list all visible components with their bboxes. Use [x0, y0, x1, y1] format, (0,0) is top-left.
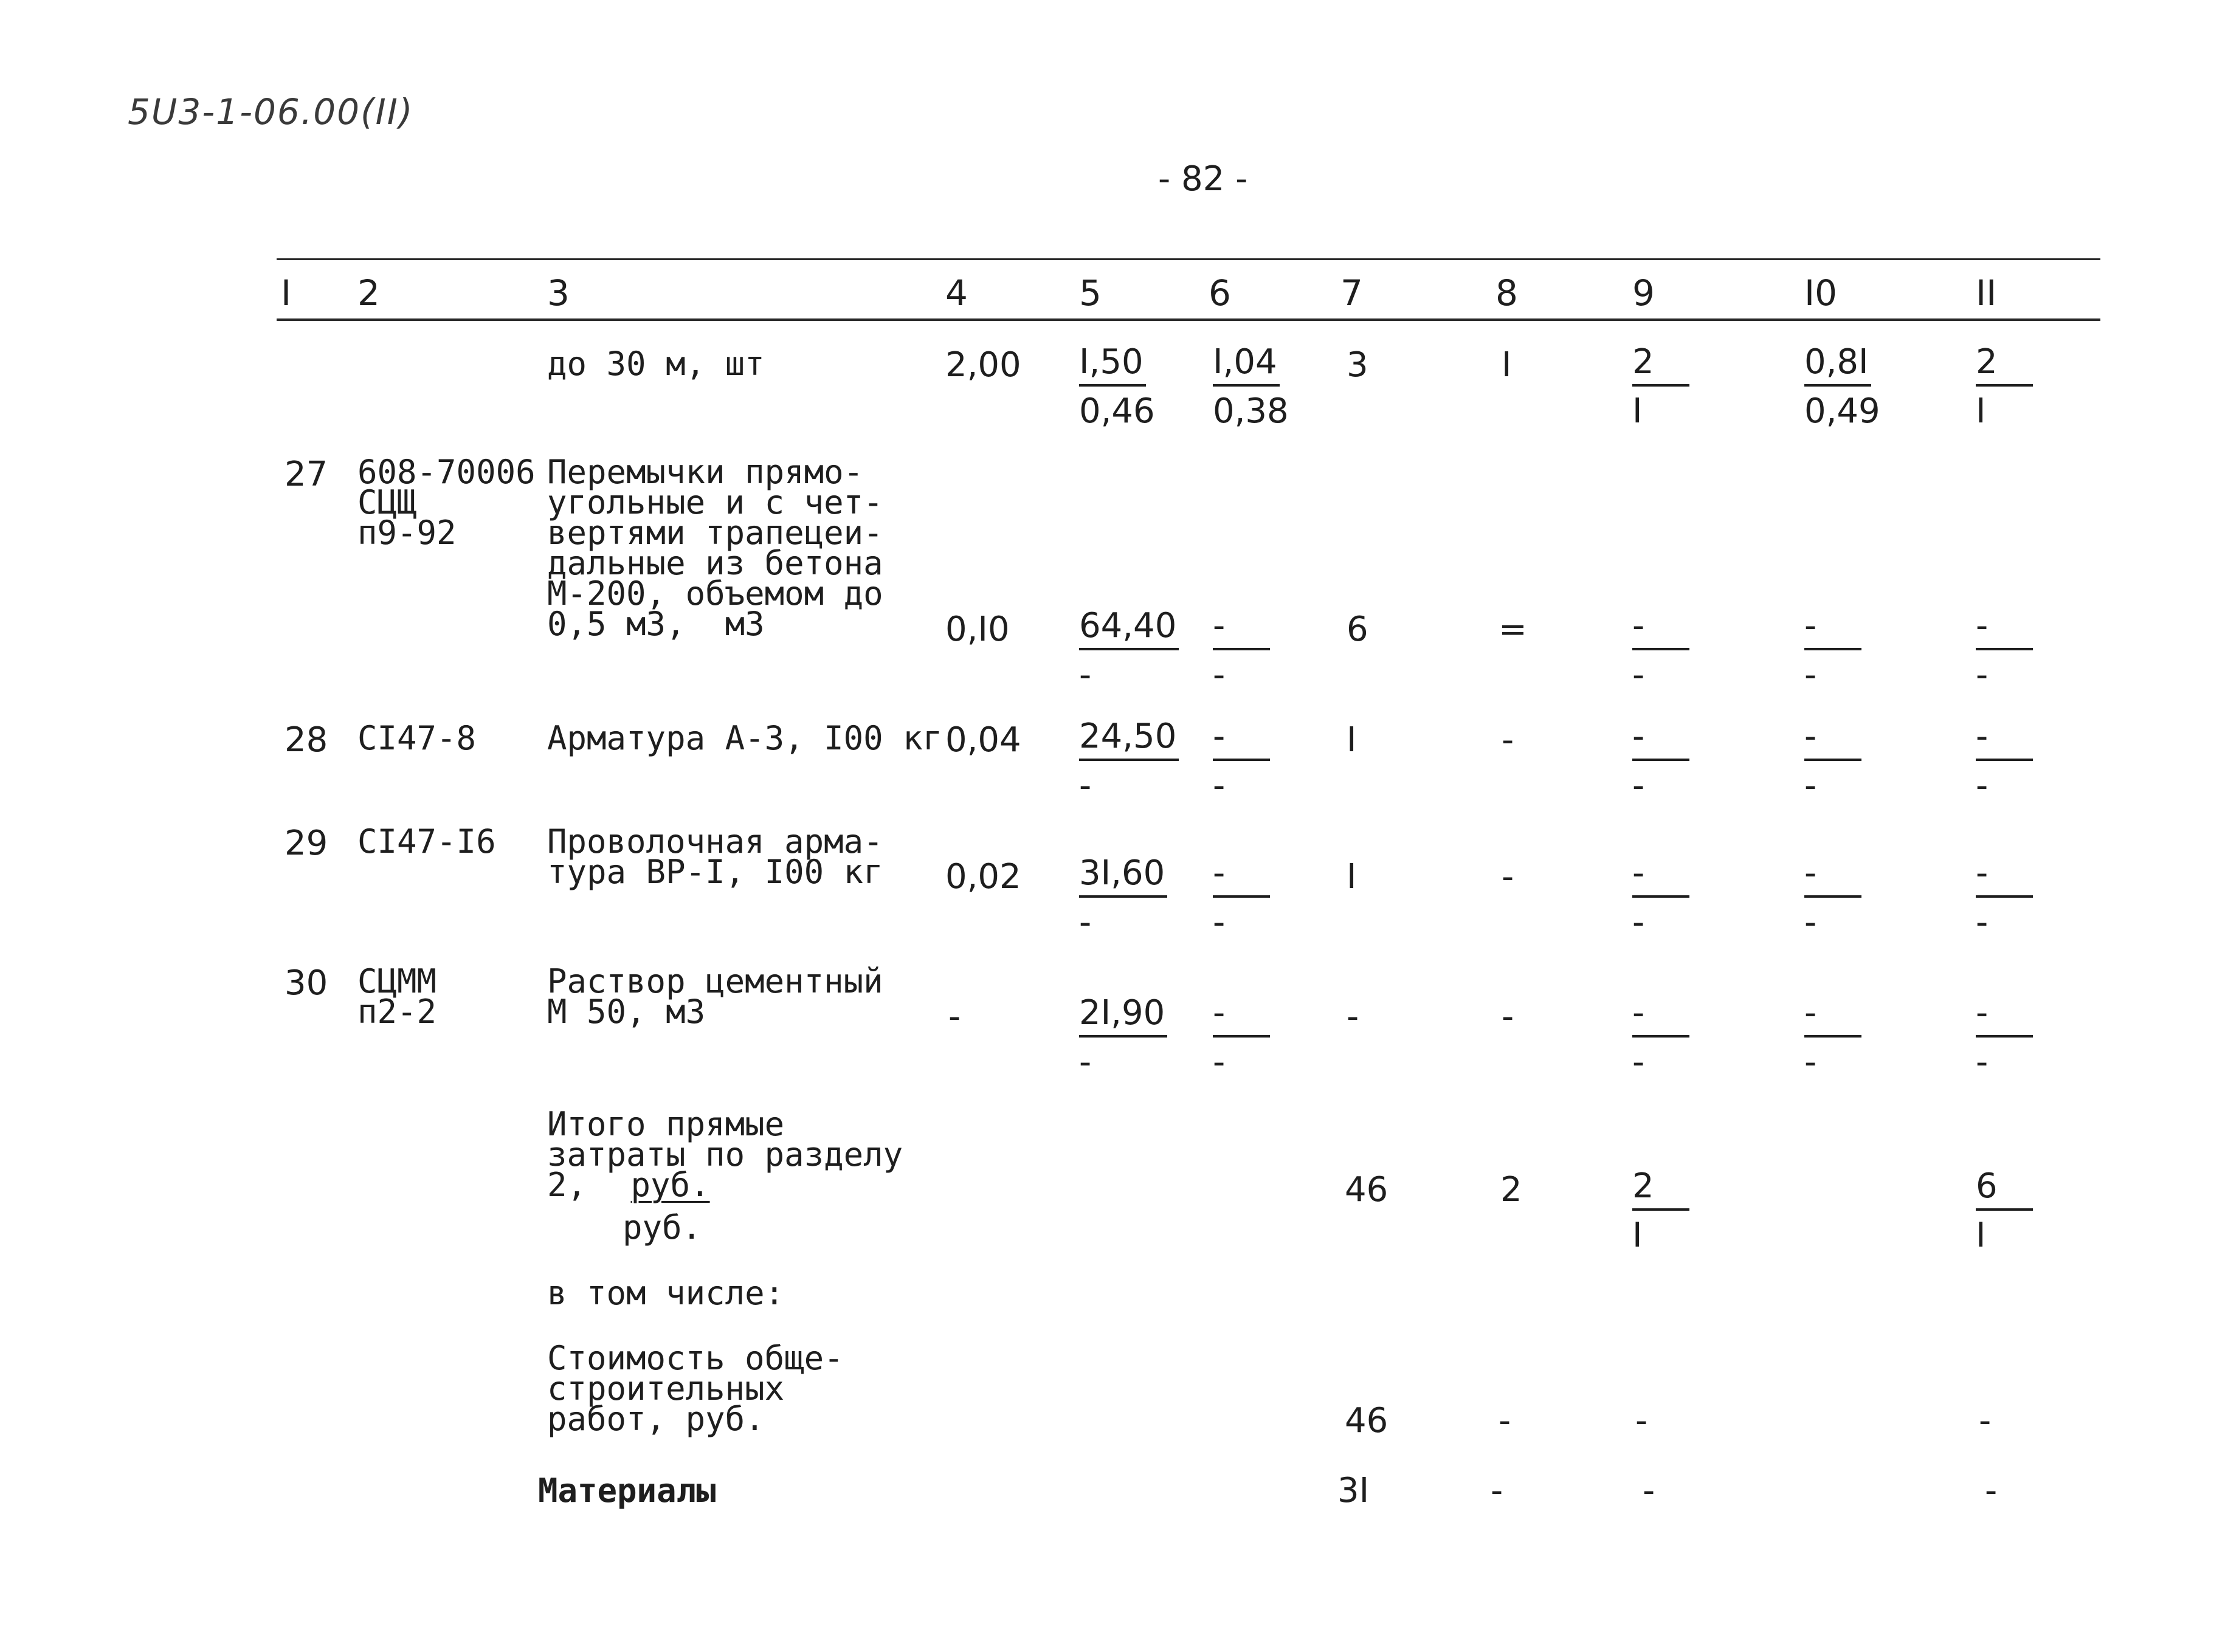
fraction-denominator: -	[1976, 655, 1989, 695]
materials-label: Материалы	[538, 1471, 716, 1510]
row-number: 30	[285, 963, 328, 1003]
fraction-numerator: -	[1976, 608, 2033, 650]
total-label-line: Итого прямые	[547, 1105, 785, 1143]
document-code: 5U3-1-06.00(II)	[128, 91, 414, 133]
fraction-denominator: -	[1079, 655, 1092, 695]
general-works-label: Стоимость обще- строительных работ, руб.	[547, 1339, 844, 1438]
materials-c8: -	[1491, 1471, 1503, 1510]
fraction-numerator: -	[1632, 718, 1689, 761]
fraction-cell	[1213, 608, 1270, 697]
fraction-numerator: -	[1213, 608, 1270, 650]
fraction-numerator: I,50	[1079, 344, 1146, 387]
column-header: I0	[1804, 272, 1838, 314]
fraction-numerator: -	[1804, 855, 1861, 898]
column-header: 6	[1209, 272, 1231, 314]
row-number: 27	[285, 455, 328, 494]
general-works-c8: -	[1499, 1401, 1511, 1440]
fraction-cell	[1976, 718, 2033, 807]
fraction-cell	[1079, 855, 1167, 944]
fraction-numerator: -	[1804, 608, 1861, 650]
fraction-numerator: 2	[1632, 344, 1689, 387]
fraction-denominator: -	[1632, 766, 1645, 805]
fraction-cell	[1079, 344, 1155, 433]
fraction-denominator: -	[1079, 1042, 1092, 1082]
fraction-cell	[1804, 718, 1861, 807]
fraction-cell	[1976, 608, 2033, 697]
fraction-numerator: -	[1976, 855, 2033, 898]
fraction-cell	[1632, 608, 1689, 697]
general-works-c7: 46	[1345, 1401, 1388, 1440]
fraction-denominator: -	[1079, 903, 1092, 942]
fraction-cell	[1213, 855, 1270, 944]
fraction-denominator: -	[1079, 766, 1092, 805]
fraction-cell	[1976, 344, 2033, 433]
fraction-numerator: 2I,90	[1079, 995, 1167, 1038]
fraction-cell	[1213, 995, 1270, 1084]
fraction-denominator: 0,49	[1804, 391, 1880, 431]
fraction-cell	[1976, 995, 2033, 1084]
fraction-cell	[1976, 1168, 2033, 1257]
fraction-numerator: 2	[1976, 344, 2033, 387]
fraction-denominator: -	[1213, 903, 1226, 942]
fraction-numerator: -	[1632, 855, 1689, 898]
fraction-denominator: -	[1632, 903, 1645, 942]
fraction-cell	[1804, 608, 1861, 697]
total-label-line: затраты по разделу	[547, 1135, 903, 1174]
row-c8: -	[1502, 720, 1514, 760]
row-c7: -	[1347, 997, 1359, 1036]
fraction-numerator: -	[1213, 718, 1270, 761]
fraction-denominator: 0,46	[1079, 391, 1155, 431]
fraction-denominator: -	[1804, 655, 1817, 695]
fraction-cell	[1079, 608, 1179, 697]
row-name: Перемычки прямо- угольные и с чет- вертями трапецеи- дальные из бетона М-200, объемом до 0,5 м3, м3	[547, 453, 883, 643]
general-works-c11: -	[1979, 1401, 1992, 1440]
row-qty: 0,I0	[945, 610, 1010, 649]
row-c7: I	[1347, 857, 1357, 897]
fraction-numerator: 24,50	[1079, 718, 1179, 761]
total-c7: 46	[1345, 1170, 1388, 1210]
row-name: до 30 м, шт	[547, 345, 765, 383]
fraction-cell	[1632, 344, 1689, 433]
fraction-numerator: 2	[1632, 1168, 1689, 1211]
fraction-denominator: -	[1976, 1042, 1989, 1082]
row-code: СI47-I6	[357, 822, 496, 861]
row-name: Арматура А-3, I00 кг	[547, 719, 943, 757]
fraction-numerator: -	[1976, 995, 2033, 1038]
materials-c9: -	[1643, 1471, 1655, 1510]
row-name: Раствор цементный М 50, м3	[547, 962, 883, 1031]
row-c8: =	[1499, 610, 1527, 649]
row-qty: 0,04	[945, 720, 1021, 760]
fraction-cell	[1804, 995, 1861, 1084]
column-header: II	[1976, 272, 1997, 314]
row-number: 28	[285, 720, 328, 760]
column-header: 4	[945, 272, 968, 314]
fraction-denominator: -	[1213, 1042, 1226, 1082]
fraction-numerator: -	[1213, 995, 1270, 1038]
row-c7: 3	[1347, 345, 1368, 385]
fraction-cell	[1213, 344, 1289, 433]
total-label-prefix: 2,	[547, 1166, 607, 1204]
row-code: 608-70006 СЦЩ п9-92	[357, 453, 536, 552]
fraction-denominator: -	[1976, 903, 1989, 942]
fraction-numerator: -	[1976, 718, 2033, 761]
fraction-denominator: I	[1632, 391, 1643, 431]
general-works-c9: -	[1635, 1401, 1648, 1440]
fraction-denominator: I	[1976, 1216, 1986, 1255]
fraction-denominator: -	[1632, 1042, 1645, 1082]
fraction-cell	[1213, 718, 1270, 807]
fraction-cell	[1804, 344, 1880, 433]
table-top-rule	[277, 258, 2100, 260]
materials-c11: -	[1985, 1471, 1998, 1510]
fraction-cell	[1632, 995, 1689, 1084]
fraction-numerator: -	[1632, 608, 1689, 650]
fraction-numerator: -	[1804, 718, 1861, 761]
fraction-numerator: -	[1213, 855, 1270, 898]
fraction-denominator: -	[1213, 766, 1226, 805]
fraction-cell	[1804, 855, 1861, 944]
fraction-cell	[1632, 718, 1689, 807]
materials-c7: 3I	[1337, 1471, 1370, 1510]
row-name: Проволочная арма- тура ВР-I, I00 кг	[547, 822, 883, 891]
column-header: I	[281, 272, 292, 314]
fraction-numerator: 6	[1976, 1168, 2033, 1211]
row-number: 29	[285, 824, 328, 863]
fraction-cell	[1632, 855, 1689, 944]
row-c8: -	[1502, 857, 1514, 897]
fraction-numerator: -	[1804, 995, 1861, 1038]
total-label-line	[547, 1166, 903, 1204]
fraction-numerator: 64,40	[1079, 608, 1179, 650]
total-label-unit: руб.	[630, 1166, 710, 1204]
column-header: 3	[547, 272, 570, 314]
column-header: 7	[1340, 272, 1363, 314]
column-header: 8	[1495, 272, 1518, 314]
fraction-cell	[1632, 1168, 1689, 1257]
row-code: СЦММ п2-2	[357, 962, 437, 1031]
row-c7: 6	[1347, 610, 1368, 649]
fraction-denominator: I	[1632, 1216, 1643, 1255]
page-number: - 82 -	[1158, 159, 1248, 199]
fraction-denominator: 0,38	[1213, 391, 1289, 431]
column-header: 9	[1632, 272, 1655, 314]
column-header: 5	[1079, 272, 1102, 314]
fraction-numerator: I,04	[1213, 344, 1280, 387]
total-label	[547, 1105, 903, 1247]
fraction-cell	[1976, 855, 2033, 944]
including-label: в том числе:	[547, 1274, 785, 1312]
total-c8: 2	[1500, 1170, 1522, 1210]
fraction-denominator: -	[1804, 766, 1817, 805]
fraction-cell	[1079, 718, 1179, 807]
fraction-numerator: 0,8I	[1804, 344, 1871, 387]
fraction-denominator: I	[1976, 391, 1986, 431]
fraction-denominator: -	[1632, 655, 1645, 695]
fraction-numerator: -	[1632, 995, 1689, 1038]
fraction-denominator: -	[1213, 655, 1226, 695]
row-qty: 2,00	[945, 345, 1021, 385]
column-header: 2	[357, 272, 380, 314]
row-code: СI47-8	[357, 719, 477, 757]
row-c7: I	[1347, 720, 1357, 760]
fraction-numerator: 3I,60	[1079, 855, 1167, 898]
row-c8: I	[1502, 345, 1512, 385]
row-qty: 0,02	[945, 857, 1021, 897]
table-header-rule	[277, 318, 2100, 321]
fraction-denominator: -	[1976, 766, 1989, 805]
total-label-line: руб.	[623, 1208, 702, 1247]
fraction-denominator: -	[1804, 1042, 1817, 1082]
row-c8: -	[1502, 997, 1514, 1036]
fraction-cell	[1079, 995, 1167, 1084]
row-qty: -	[948, 997, 961, 1036]
fraction-denominator: -	[1804, 903, 1817, 942]
